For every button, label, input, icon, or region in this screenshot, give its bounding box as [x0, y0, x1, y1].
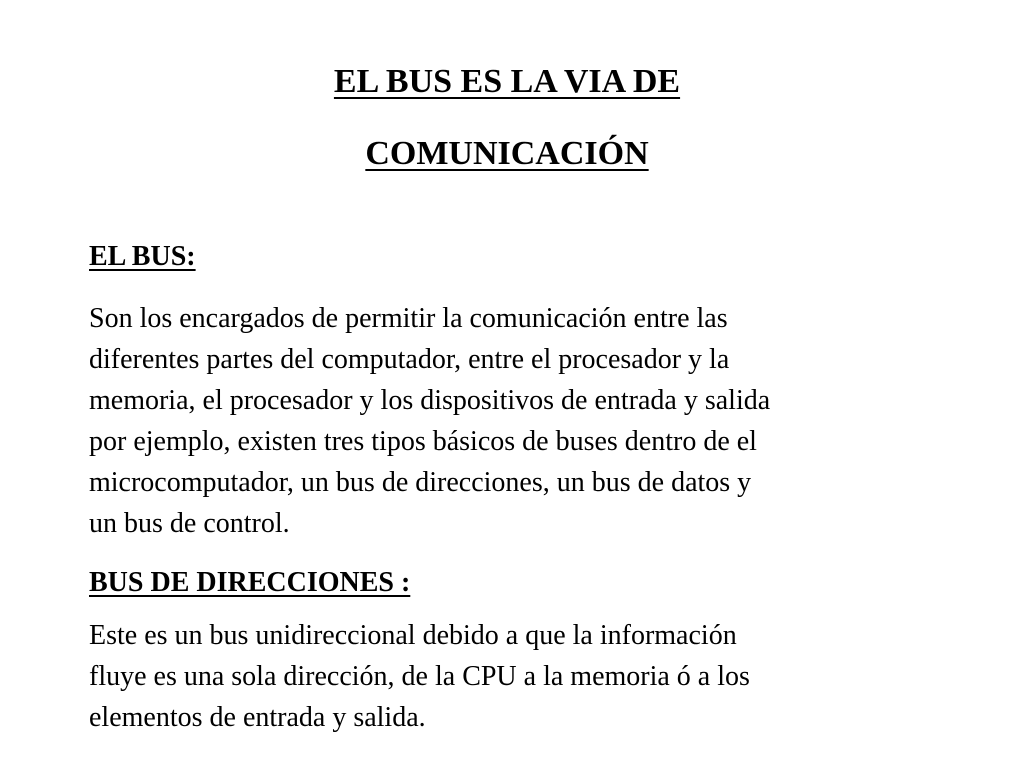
body-line: memoria, el procesador y los dispositivos de entrada y salida — [89, 385, 771, 416]
body-line: elementos de entrada y salida. — [89, 702, 426, 733]
body-line: microcomputador, un bus de direcciones, un bus de datos y — [89, 467, 752, 498]
slide-title-line-1 — [0, 62, 1019, 102]
body-line: un bus de control. — [89, 508, 290, 539]
body-line: Son los encargados de permitir la comunicación entre las — [89, 303, 728, 334]
body-line: por ejemplo, existen tres tipos básicos de buses dentro de el — [89, 426, 757, 457]
section-heading-bus-de-direcciones: BUS DE DIRECCIONES : — [89, 567, 411, 598]
slide-title-line-2 — [0, 134, 1019, 174]
section-body-bus-de-direcciones — [89, 615, 969, 738]
section-heading-el-bus: EL BUS: — [89, 241, 196, 272]
body-line: diferentes partes del computador, entre el procesador y la — [89, 344, 730, 375]
body-line: fluye es una sola dirección, de la CPU a la memoria ó a los — [89, 661, 750, 692]
section-body-el-bus — [89, 298, 969, 544]
slide-title-line-2-text: COMUNICACIÓN — [365, 135, 649, 172]
body-line: Este es un bus unidireccional debido a que la información — [89, 620, 737, 651]
slide-title-line-1-text: EL BUS ES LA VIA DE — [333, 63, 681, 100]
